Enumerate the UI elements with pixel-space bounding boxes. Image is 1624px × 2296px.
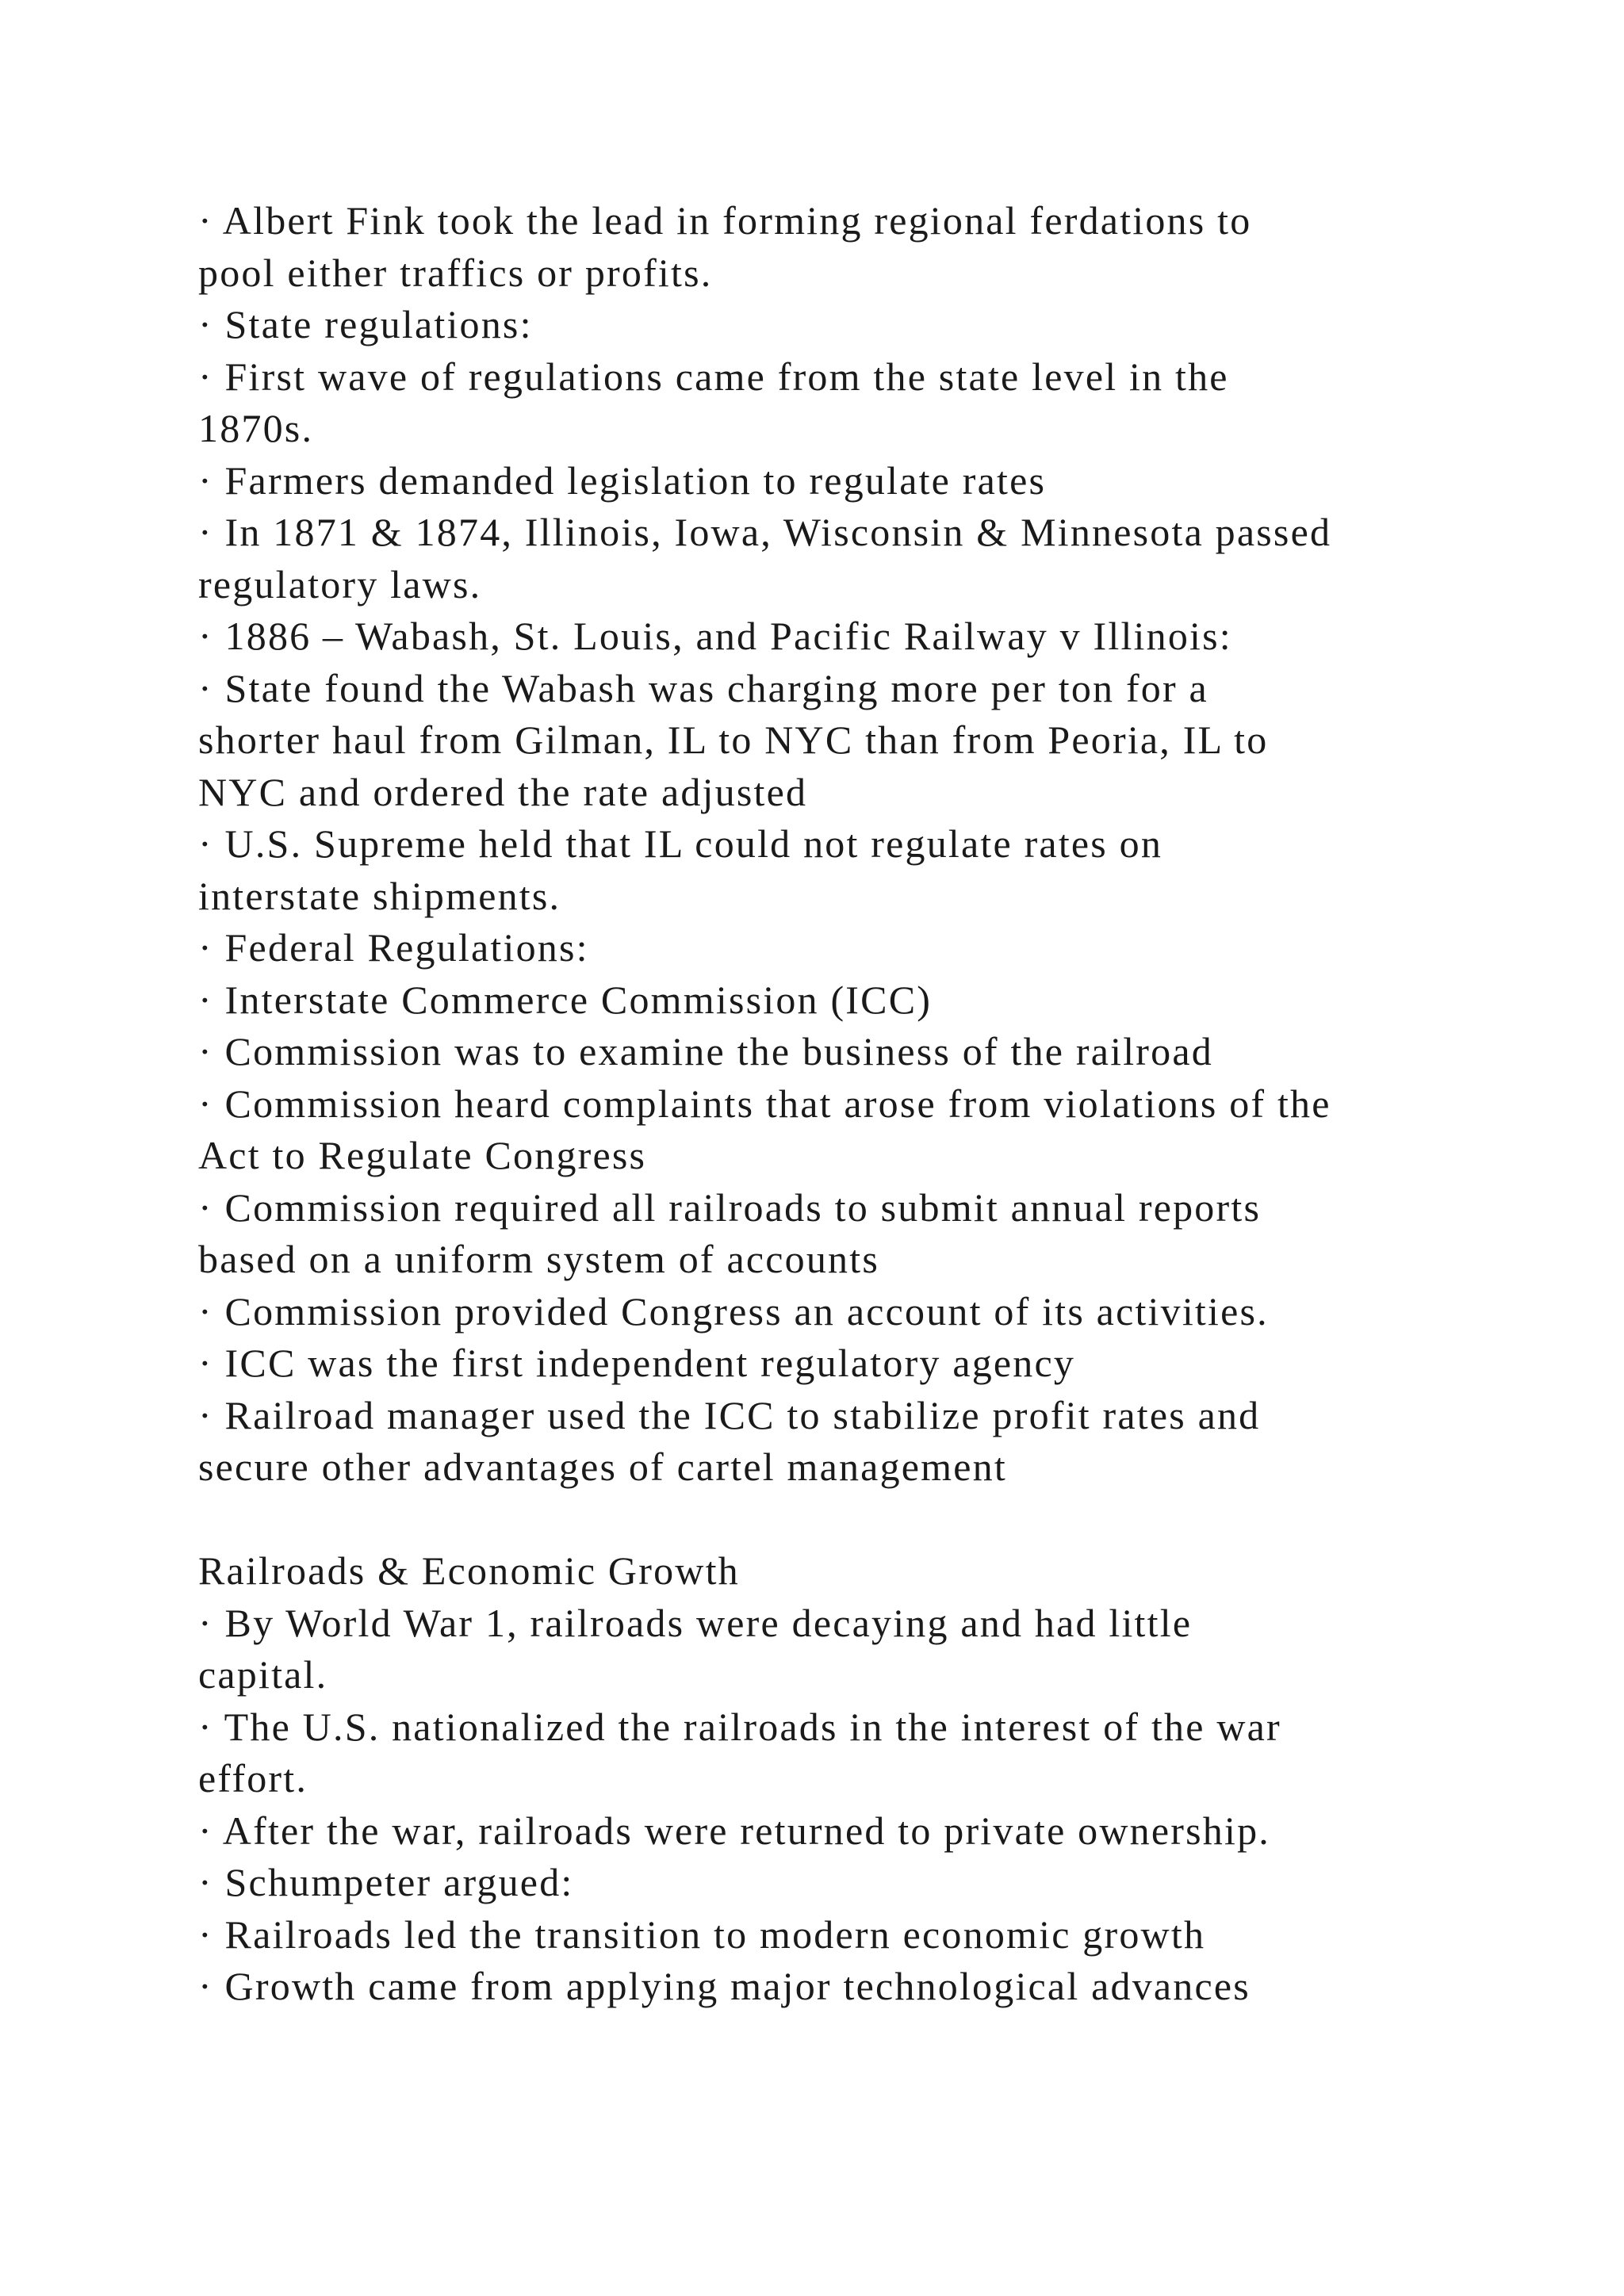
text-line: · Commission required all railroads to submit annual reports [198,1184,1262,1230]
section-economic-growth [198,1545,1499,2013]
text-line: · State regulations: [198,302,533,346]
text-line: · After the war, railroads were returned to private ownership. [198,1808,1270,1853]
text-line: pool either traffics or profits. [198,250,713,295]
text-line: interstate shipments. [198,873,561,918]
text-line: regulatory laws. [198,561,482,607]
text-line: · The U.S. nationalized the railroads in the interest of the war [198,1704,1281,1749]
text-line: · Interstate Commerce Commission (ICC) [198,977,933,1022]
text-line: · State found the Wabash was charging more per ton for a [198,665,1208,710]
text-line: NYC and ordered the rate adjusted [198,769,808,814]
text-line: · Farmers demanded legislation to regulate rates [198,457,1047,503]
text-line: · By World War 1, railroads were decaying and had little [198,1600,1193,1645]
section-regulations [198,195,1499,1494]
text-line: · Commission provided Congress an account of its activities. [198,1288,1269,1334]
text-line: effort. [198,1756,308,1800]
text-line: · U.S. Supreme held that IL could not regulate rates on [198,821,1163,866]
text-line: · First wave of regulations came from the state level in the [198,354,1229,399]
text-line: · Schumpeter argued: [198,1860,574,1904]
text-line: · Railroads led the transition to modern economic growth [198,1911,1206,1957]
text-line: · In 1871 & 1874, Illinois, Iowa, Wisconsin & Minnesota passed [198,510,1332,554]
text-line: 1870s. [198,406,314,450]
text-line: Act to Regulate Congress [198,1133,647,1177]
text-line: · ICC was the first independent regulatory agency [198,1341,1076,1385]
text-line: based on a uniform system of accounts [198,1237,879,1281]
text-line: · Growth came from applying major technological advances [198,1964,1251,2008]
text-line: · Albert Fink took the lead in forming regional ferdations to [198,198,1252,243]
text-line: shorter haul from Gilman, IL to NYC than from Peoria, IL to [198,718,1269,762]
text-line: · Federal Regulations: [198,925,589,970]
text-line: · Railroad manager used the ICC to stabilize profit rates and [198,1392,1261,1437]
text-line: · 1886 – Wabash, St. Louis, and Pacific Railway v Illinois: [198,614,1232,658]
text-line: · Commission was to examine the business of the railroad [198,1029,1213,1073]
section-heading: Railroads & Economic Growth [198,1548,740,1593]
text-line: · Commission heard complaints that arose from violations of the [198,1081,1331,1126]
document-body [198,195,1499,2013]
paragraph-spacer [198,1494,1499,1546]
text-line: capital. [198,1652,328,1697]
text-line: secure other advantages of cartel management [198,1445,1007,1489]
